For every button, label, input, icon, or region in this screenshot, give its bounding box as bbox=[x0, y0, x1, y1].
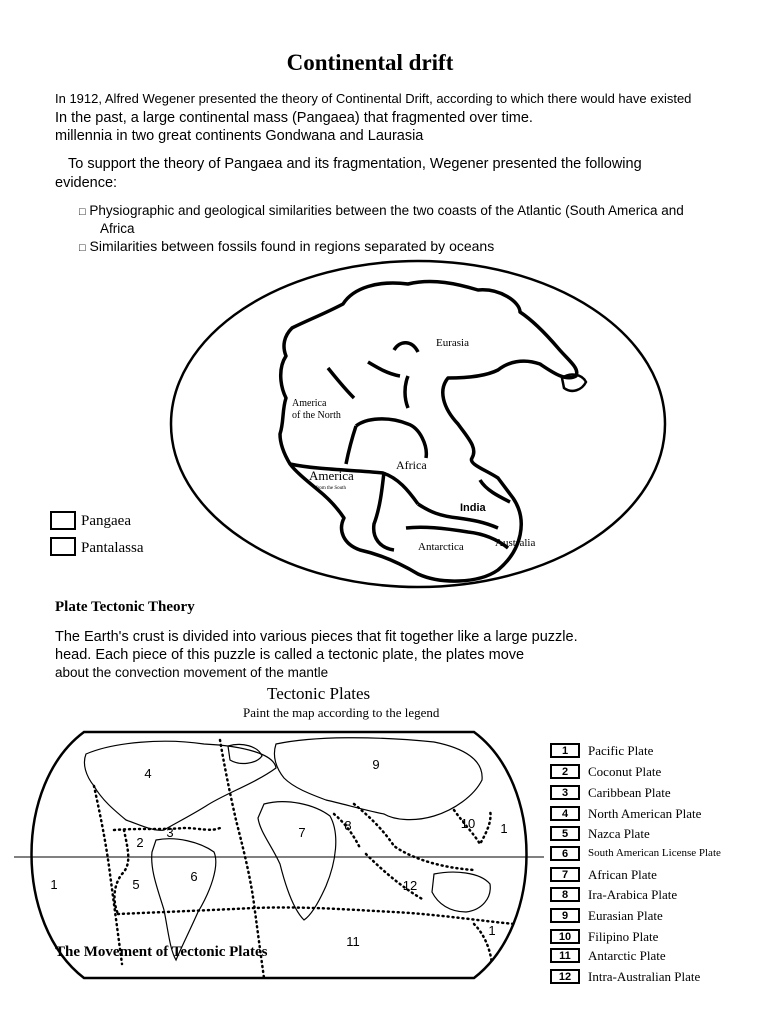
plate-boundary bbox=[220, 740, 264, 978]
label-india: India bbox=[460, 502, 486, 514]
plate-number: 2 bbox=[136, 835, 144, 850]
continent-africa bbox=[258, 802, 336, 920]
coast-line bbox=[328, 368, 354, 398]
map-subtitle: Paint the map according to the legend bbox=[243, 705, 440, 720]
intro-line-2: In the past, a large continental mass (Pangaea) that fragmented over time. bbox=[55, 110, 533, 126]
plate-number: 9 bbox=[372, 757, 380, 772]
plate-number: 1 bbox=[488, 923, 496, 938]
legend-number-box[interactable]: 6 bbox=[550, 846, 580, 861]
legend-number-box[interactable]: 7 bbox=[550, 867, 580, 882]
legend-number-box[interactable]: 8 bbox=[550, 887, 580, 902]
evidence-line-2: evidence: bbox=[55, 175, 118, 191]
plate-number: 1 bbox=[50, 877, 58, 892]
continent-australia bbox=[432, 872, 490, 912]
legend-label: Caribbean Plate bbox=[588, 785, 671, 800]
legend-label: African Plate bbox=[588, 867, 657, 882]
plate-number: 7 bbox=[298, 825, 306, 840]
legend-label: Ira-Arabica Plate bbox=[588, 887, 678, 902]
plate-number: 1 bbox=[500, 821, 508, 836]
intro-line-3: millennia in two great continents Gondwana and Laurasia bbox=[55, 128, 424, 144]
plate-number: 4 bbox=[144, 766, 152, 781]
bullet-glyph: □ bbox=[79, 242, 86, 254]
continent-north-america bbox=[84, 741, 276, 830]
movement-heading: The Movement of Tectonic Plates bbox=[55, 944, 268, 960]
intro-line-1: In 1912, Alfred Wegener presented the theory of Continental Drift, according to which there would have existed bbox=[55, 91, 692, 106]
label-australia: Australia bbox=[495, 537, 536, 549]
legend-number-box[interactable]: 2 bbox=[550, 764, 580, 779]
pangaea-map bbox=[168, 258, 668, 590]
plate-number: 6 bbox=[190, 869, 198, 884]
legend-label: Pacific Plate bbox=[588, 743, 654, 758]
checkbox-label: Pangaea bbox=[81, 513, 131, 529]
legend-label: Filipino Plate bbox=[588, 929, 659, 944]
legend-number-box[interactable]: 9 bbox=[550, 908, 580, 923]
legend-label: Coconut Plate bbox=[588, 764, 662, 779]
legend-number-box[interactable]: 10 bbox=[550, 929, 580, 944]
continent-eurasia bbox=[274, 738, 482, 820]
legend-number-box[interactable]: 3 bbox=[550, 785, 580, 800]
label-america-south: America bbox=[309, 468, 354, 483]
checkbox-box[interactable] bbox=[50, 511, 76, 530]
checkbox-box[interactable] bbox=[50, 537, 76, 556]
coast-line bbox=[405, 376, 408, 408]
map-title: Tectonic Plates bbox=[267, 684, 371, 703]
coast-line bbox=[480, 480, 510, 502]
legend-number-box[interactable]: 4 bbox=[550, 806, 580, 821]
legend-label: Antarctic Plate bbox=[588, 948, 666, 963]
label-africa: Africa bbox=[396, 458, 427, 472]
plate-number: 3 bbox=[166, 825, 174, 840]
legend-number-box[interactable]: 12 bbox=[550, 969, 580, 984]
legend-label: Nazca Plate bbox=[588, 826, 650, 841]
checkbox-pangaea[interactable] bbox=[50, 511, 180, 531]
plate-text-line-1: The Earth's crust is divided into various pieces that fit together like a large puzzle. bbox=[55, 629, 578, 645]
label-antarctica: Antarctica bbox=[418, 541, 464, 553]
label-america-north: of the North bbox=[292, 410, 341, 421]
plate-boundary bbox=[115, 830, 129, 914]
plate-number: 10 bbox=[460, 816, 476, 831]
bullet-text: Similarities between fossils found in regions separated by oceans bbox=[89, 238, 495, 254]
coast-line bbox=[418, 504, 498, 528]
legend-number-box[interactable]: 1 bbox=[550, 743, 580, 758]
evidence-bullet bbox=[79, 202, 719, 221]
legend-label: South American License Plate bbox=[588, 847, 721, 859]
evidence-line-1: To support the theory of Pangaea and its fragmentation, Wegener presented the following bbox=[68, 156, 642, 172]
coast-line bbox=[368, 362, 400, 376]
page-title: Continental drift bbox=[286, 50, 454, 75]
section-heading: Plate Tectonic Theory bbox=[55, 599, 195, 615]
coast-line bbox=[356, 419, 426, 458]
legend-label: North American Plate bbox=[588, 806, 702, 821]
coast-line bbox=[374, 472, 394, 550]
plate-boundary bbox=[366, 854, 424, 900]
bullet-text: Physiographic and geological similarities between the two coasts of the Atlantic (South America and bbox=[89, 203, 684, 218]
evidence-bullet bbox=[79, 238, 494, 254]
label-eurasia: Eurasia bbox=[436, 337, 469, 349]
bullet-glyph: □ bbox=[79, 206, 86, 218]
legend-number-box[interactable]: 5 bbox=[550, 826, 580, 841]
legend-label: Intra-Australian Plate bbox=[588, 969, 701, 984]
coast-line bbox=[346, 426, 356, 464]
plate-number: 8 bbox=[344, 818, 352, 833]
plate-number: 5 bbox=[132, 877, 140, 892]
bullet-text-continued: Africa bbox=[100, 221, 135, 236]
checkbox-label: Pantalassa bbox=[81, 540, 144, 556]
plate-number: 11 bbox=[346, 934, 360, 949]
plate-text-line-2: head. Each piece of this puzzle is called a tectonic plate, the plates move bbox=[55, 647, 525, 663]
pangaea-ocean-outline bbox=[171, 261, 665, 587]
label-america-south: from the South bbox=[316, 486, 346, 491]
legend-number-box[interactable]: 11 bbox=[550, 948, 580, 963]
coast-line bbox=[394, 343, 418, 352]
legend-label: Eurasian Plate bbox=[588, 908, 663, 923]
checkbox-pantalassa[interactable] bbox=[50, 537, 180, 557]
plate-text-line-3: about the convection movement of the mantle bbox=[55, 665, 329, 680]
plate-number: 12 bbox=[402, 878, 418, 893]
label-america-north: America bbox=[292, 398, 327, 409]
map-frame bbox=[32, 732, 527, 978]
